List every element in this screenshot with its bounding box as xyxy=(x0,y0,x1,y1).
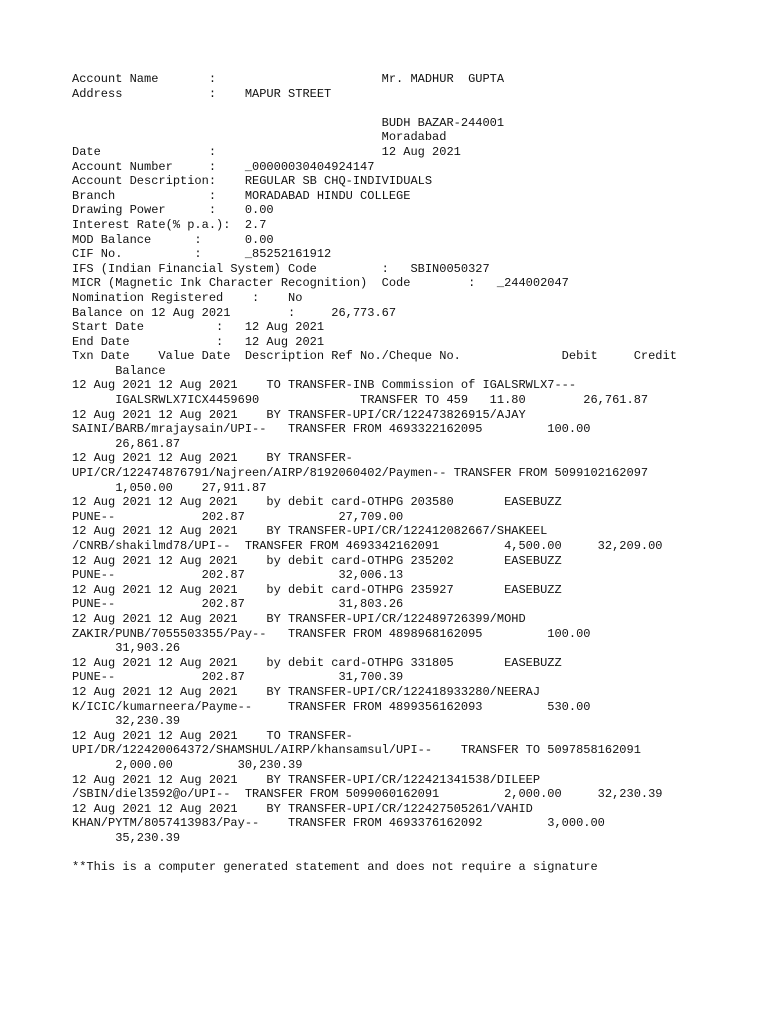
branch-line: Branch : MORADABAD HINDU COLLEGE xyxy=(72,188,411,203)
opening-balance-line: Balance on 12 Aug 2021 : 26,773.67 xyxy=(72,305,397,320)
blank-line xyxy=(72,845,762,860)
transaction-line: 1,050.00 27,911.87 xyxy=(72,480,267,495)
account-name-line: Account Name : Mr. MADHUR GUPTA xyxy=(72,72,505,86)
transaction-line: 12 Aug 2021 12 Aug 2021 BY TRANSFER-UPI/CR/122418933280/NEERAJ xyxy=(72,684,541,699)
transaction-line: /SBIN/diel3592@o/UPI-- TRANSFER FROM 5099060162091 2,000.00 32,230.39 xyxy=(72,787,663,802)
transaction-line: UPI/DR/122420064372/SHAMSHUL/AIRP/khansamsul/UPI-- TRANSFER TO 5097858162091 xyxy=(72,743,641,758)
address-region-line: Moradabad xyxy=(72,130,447,145)
footer-note: **This is a computer generated statement and does not require a signature xyxy=(72,860,598,875)
transaction-line: 12 Aug 2021 12 Aug 2021 by debit card-OTHPG 235927 EASEBUZZ xyxy=(72,582,562,597)
account-number-line: Account Number : _00000030404924147 xyxy=(72,159,375,174)
cif-number-line: CIF No. : _85252161912 xyxy=(72,247,332,262)
transaction-line: 12 Aug 2021 12 Aug 2021 BY TRANSFER-UPI/CR/122427505261/VAHID xyxy=(72,801,533,816)
transaction-line: SAINI/BARB/mrajaysain/UPI-- TRANSFER FROM 4693322162095 100.00 xyxy=(72,422,591,437)
transaction-line: 12 Aug 2021 12 Aug 2021 by debit card-OTHPG 203580 EASEBUZZ xyxy=(72,495,562,510)
transaction-header-continued: Balance xyxy=(72,363,166,378)
address-city-line: BUDH BAZAR-244001 xyxy=(72,115,505,130)
transaction-line: 26,861.87 xyxy=(72,436,181,451)
transaction-line: 12 Aug 2021 12 Aug 2021 BY TRANSFER- xyxy=(72,451,353,466)
transaction-header: Txn Date Value Date Description Ref No./Cheque No. Debit Credit xyxy=(72,349,677,364)
transaction-line: PUNE-- 202.87 31,803.26 xyxy=(72,597,404,612)
transaction-line: PUNE-- 202.87 32,006.13 xyxy=(72,568,404,583)
transaction-line: 32,230.39 xyxy=(72,714,181,729)
transaction-line: KHAN/PYTM/8057413983/Pay-- TRANSFER FROM 4693376162092 3,000.00 xyxy=(72,816,605,831)
transaction-line: 35,230.39 xyxy=(72,830,181,845)
transaction-line: 12 Aug 2021 12 Aug 2021 TO TRANSFER-INB Commission of IGALSRWLX7--- xyxy=(72,378,577,393)
transaction-line: /CNRB/shakilmd78/UPI-- TRANSFER FROM 4693342162091 4,500.00 32,209.00 xyxy=(72,539,663,553)
transaction-line: ZAKIR/PUNB/7055503355/Pay-- TRANSFER FROM 4898968162095 100.00 xyxy=(72,626,591,641)
transaction-line: 2,000.00 30,230.39 xyxy=(72,757,303,772)
date-line: Date : 12 Aug 2021 xyxy=(72,144,461,159)
transaction-line: 12 Aug 2021 12 Aug 2021 BY TRANSFER-UPI/CR/122473826915/AJAY xyxy=(72,407,526,422)
transaction-line: 12 Aug 2021 12 Aug 2021 BY TRANSFER-UPI/CR/122412082667/SHAKEEL xyxy=(72,524,548,539)
account-description-line: Account Description: REGULAR SB CHQ-INDIVIDUALS xyxy=(72,174,433,189)
interest-rate-line: Interest Rate(% p.a.): 2.7 xyxy=(72,217,267,232)
transaction-line: 12 Aug 2021 12 Aug 2021 by debit card-OTHPG 235202 EASEBUZZ xyxy=(72,553,562,568)
transaction-line: 12 Aug 2021 12 Aug 2021 BY TRANSFER-UPI/CR/122421341538/DILEEP xyxy=(72,772,541,787)
transaction-line: PUNE-- 202.87 31,700.39 xyxy=(72,670,404,685)
transaction-line: 12 Aug 2021 12 Aug 2021 by debit card-OTHPG 331805 EASEBUZZ xyxy=(72,655,562,670)
drawing-power-line: Drawing Power : 0.00 xyxy=(72,203,274,218)
mod-balance-line: MOD Balance : 0.00 xyxy=(72,232,274,247)
transaction-line: 12 Aug 2021 12 Aug 2021 BY TRANSFER-UPI/CR/122489726399/MOHD xyxy=(72,611,526,626)
transaction-line: PUNE-- 202.87 27,709.00 xyxy=(72,509,404,524)
end-date-line: End Date : 12 Aug 2021 xyxy=(72,334,325,349)
start-date-line: Start Date : 12 Aug 2021 xyxy=(72,320,325,335)
blank-line xyxy=(72,101,762,116)
transaction-line: IGALSRWLX7ICX4459690 TRANSFER TO 459 11.80 26,761.87 xyxy=(72,393,649,408)
transaction-line: UPI/CR/122474876791/Najreen/AIRP/8192060402/Paymen-- TRANSFER FROM 5099102162097 xyxy=(72,466,649,481)
micr-code-line: MICR (Magnetic Ink Character Recognition) Code : _244002047 xyxy=(72,276,569,291)
transaction-line: K/ICIC/kumarneera/Payme-- TRANSFER FROM 4899356162093 530.00 xyxy=(72,699,591,714)
transaction-line: 12 Aug 2021 12 Aug 2021 TO TRANSFER- xyxy=(72,728,353,743)
transaction-line: 31,903.26 xyxy=(72,641,181,656)
nomination-line: Nomination Registered : No xyxy=(72,290,303,305)
account-statement xyxy=(72,72,762,875)
address-line: Address : MAPUR STREET xyxy=(72,86,332,101)
ifs-code-line: IFS (Indian Financial System) Code : SBIN0050327 xyxy=(72,261,490,276)
